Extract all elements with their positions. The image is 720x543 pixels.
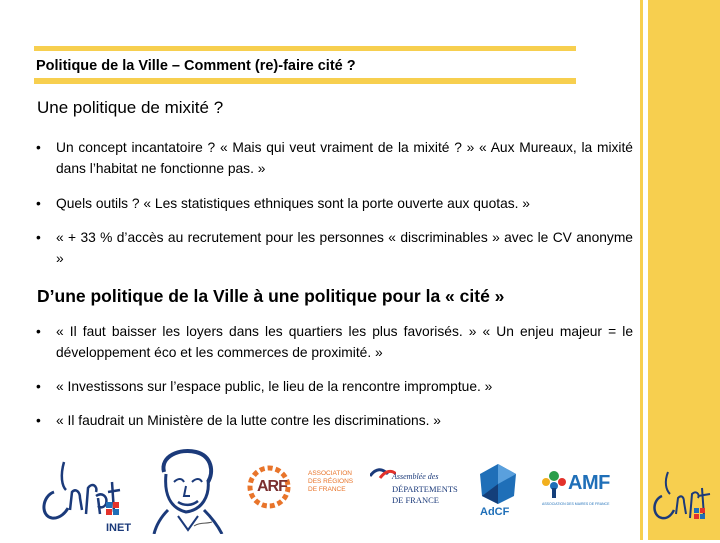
bullet-text: Un concept incantatoire ? « Mais qui veut vraiment de la mixité ? » « Aux Mureaux, la mixité dans l’habitat ne fonctionne pas. » bbox=[56, 140, 633, 176]
arf-mark: ARF bbox=[257, 478, 287, 495]
bullet-marker: • bbox=[36, 140, 41, 155]
portrait-logo bbox=[150, 446, 226, 534]
arf-line3: DE FRANCE bbox=[308, 486, 346, 493]
header-rule-bottom bbox=[34, 78, 576, 84]
page-title: Politique de la Ville – Comment (re)-faire cité ? bbox=[36, 58, 356, 74]
arf-line1: ASSOCIATION bbox=[308, 470, 352, 477]
adcf-mark: AdCF bbox=[480, 506, 510, 518]
amf-tagline: ASSOCIATION DES MAIRES DE FRANCE bbox=[542, 502, 610, 506]
bullet-item bbox=[36, 137, 633, 179]
bullet-marker: • bbox=[36, 196, 41, 211]
bullet-text: « Il faudrait un Ministère de la lutte contre les discriminations. » bbox=[56, 413, 441, 428]
arf-line2: DES RÉGIONS bbox=[308, 478, 354, 485]
adf-line2: DÉPARTEMENTS bbox=[392, 484, 458, 494]
adcf-logo bbox=[478, 462, 534, 522]
adf-line1: Assemblée des bbox=[392, 472, 439, 481]
arf-logo bbox=[246, 464, 356, 510]
bullet-item bbox=[36, 410, 633, 431]
cnfpt-side-mark-icon bbox=[648, 468, 714, 534]
bullet-item bbox=[36, 376, 633, 397]
amf-logo bbox=[540, 468, 632, 518]
bullet-marker: • bbox=[36, 324, 41, 339]
section-heading-mixite: Une politique de mixité ? bbox=[37, 98, 224, 117]
bullet-text: « Investissons sur l’espace public, le lieu de la rencontre impromptue. » bbox=[56, 379, 493, 394]
bullet-text: Quels outils ? « Les statistiques ethniques sont la porte ouverte aux quotas. » bbox=[56, 196, 530, 211]
portrait-sketch-icon bbox=[150, 446, 226, 534]
section-heading-cite: D’une politique de la Ville à une politique pour la « cité » bbox=[37, 286, 505, 306]
amf-mark: AMF bbox=[568, 472, 610, 494]
amf-tree-icon bbox=[540, 468, 568, 498]
cnfpt-inet-logo bbox=[36, 452, 136, 538]
bullet-item bbox=[36, 227, 633, 269]
cnfpt-side-logo bbox=[648, 468, 714, 534]
bullet-marker: • bbox=[36, 413, 41, 428]
adf-logo bbox=[362, 466, 466, 516]
bullet-marker: • bbox=[36, 379, 41, 394]
bullet-item bbox=[36, 193, 633, 214]
bullet-text: « Il faut baisser les loyers dans les quartiers les plus favorisés. » « Un enjeu majeur = le développement éco et les commerces de proximité. » bbox=[56, 324, 633, 360]
header-rule-top bbox=[34, 46, 576, 51]
inet-label: INET bbox=[106, 522, 132, 534]
adf-line3: DE FRANCE bbox=[392, 495, 439, 505]
bullet-item bbox=[36, 321, 633, 363]
partner-logos bbox=[0, 440, 720, 540]
bullet-marker: • bbox=[36, 230, 41, 245]
adcf-shape-icon bbox=[478, 462, 518, 506]
bullet-text: « + 33 % d’accès au recrutement pour les personnes « discriminables » avec le CV anonyme » bbox=[56, 230, 633, 266]
